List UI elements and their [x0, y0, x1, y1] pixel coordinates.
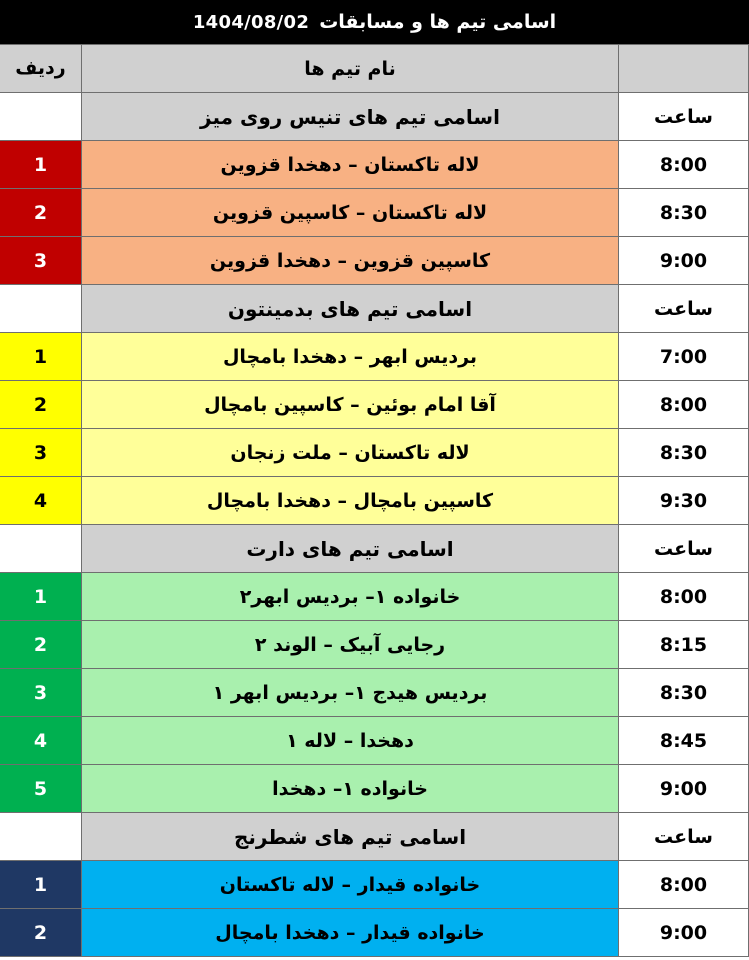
match-index: 2: [0, 189, 82, 237]
table-head: [0, 45, 749, 93]
title-heading: اسامی تیم ها و مسابقات: [319, 11, 557, 33]
match-time: 9:00: [619, 909, 749, 957]
match-teams: خانواده ۱– بردیس ابهر۲: [82, 573, 619, 621]
match-row: [0, 189, 749, 237]
section-index-blank: [0, 285, 82, 333]
match-time: 9:00: [619, 765, 749, 813]
schedule-table: [0, 44, 749, 957]
section-index-blank: [0, 813, 82, 861]
match-index: 1: [0, 861, 82, 909]
title-date: 1404/08/02: [192, 11, 310, 33]
match-teams: آقا امام بوئین – کاسپین بامچال: [82, 381, 619, 429]
match-row: [0, 765, 749, 813]
match-teams: دهخدا – لاله ۱: [82, 717, 619, 765]
match-row: [0, 861, 749, 909]
match-index: 1: [0, 573, 82, 621]
match-row: [0, 669, 749, 717]
match-row: [0, 573, 749, 621]
section-title: اسامی تیم های شطرنج: [82, 813, 619, 861]
match-teams: لاله تاکستان – کاسپین قزوین: [82, 189, 619, 237]
match-index: 3: [0, 237, 82, 285]
match-row: [0, 621, 749, 669]
match-index: 4: [0, 477, 82, 525]
match-row: [0, 381, 749, 429]
match-time: 8:00: [619, 861, 749, 909]
match-teams: بردیس هیدج ۱– بردیس ابهر ۱: [82, 669, 619, 717]
match-row: [0, 237, 749, 285]
section-time-label: ساعت: [619, 93, 749, 141]
match-row: [0, 909, 749, 957]
match-index: 3: [0, 429, 82, 477]
match-teams: رجایی آبیک – الوند ۲: [82, 621, 619, 669]
section-header-row: [0, 93, 749, 141]
match-teams: کاسپین بامچال – دهخدا بامچال: [82, 477, 619, 525]
match-row: [0, 141, 749, 189]
table-body: [0, 93, 749, 957]
section-header-row: [0, 285, 749, 333]
section-index-blank: [0, 525, 82, 573]
section-title: اسامی تیم های تنیس روی میز: [82, 93, 619, 141]
match-index: 5: [0, 765, 82, 813]
match-teams: لاله تاکستان – دهخدا قزوین: [82, 141, 619, 189]
match-index: 1: [0, 333, 82, 381]
match-time: 9:30: [619, 477, 749, 525]
match-row: [0, 717, 749, 765]
section-title: اسامی تیم های بدمینتون: [82, 285, 619, 333]
match-teams: خانواده قیدار – لاله تاکستان: [82, 861, 619, 909]
match-time: 8:15: [619, 621, 749, 669]
match-time: 8:00: [619, 381, 749, 429]
section-header-row: [0, 813, 749, 861]
section-index-blank: [0, 93, 82, 141]
match-time: 8:30: [619, 189, 749, 237]
match-row: [0, 477, 749, 525]
match-index: 1: [0, 141, 82, 189]
header-time-cell: [619, 45, 749, 93]
match-teams: لاله تاکستان – ملت زنجان: [82, 429, 619, 477]
match-index: 2: [0, 909, 82, 957]
match-index: 2: [0, 381, 82, 429]
match-time: 8:30: [619, 669, 749, 717]
header-index-cell: [0, 45, 82, 93]
section-time-label: ساعت: [619, 813, 749, 861]
match-index: 3: [0, 669, 82, 717]
table-header-row: [0, 45, 749, 93]
match-teams: خانواده قیدار – دهخدا بامچال: [82, 909, 619, 957]
match-teams: کاسپین قزوین – دهخدا قزوین: [82, 237, 619, 285]
section-title: اسامی تیم های دارت: [82, 525, 619, 573]
match-time: 8:45: [619, 717, 749, 765]
match-teams: بردیس ابهر – دهخدا بامچال: [82, 333, 619, 381]
title-bar: [0, 0, 749, 44]
header-index-label: ردیف: [15, 56, 66, 79]
match-time: 7:00: [619, 333, 749, 381]
section-header-row: [0, 525, 749, 573]
header-name-cell: نام تیم ها: [82, 45, 619, 93]
section-time-label: ساعت: [619, 285, 749, 333]
match-teams: خانواده ۱– دهخدا: [82, 765, 619, 813]
section-time-label: ساعت: [619, 525, 749, 573]
match-time: 8:00: [619, 141, 749, 189]
match-index: 4: [0, 717, 82, 765]
match-row: [0, 333, 749, 381]
match-index: 2: [0, 621, 82, 669]
match-row: [0, 429, 749, 477]
match-time: 9:00: [619, 237, 749, 285]
match-time: 8:30: [619, 429, 749, 477]
match-time: 8:00: [619, 573, 749, 621]
